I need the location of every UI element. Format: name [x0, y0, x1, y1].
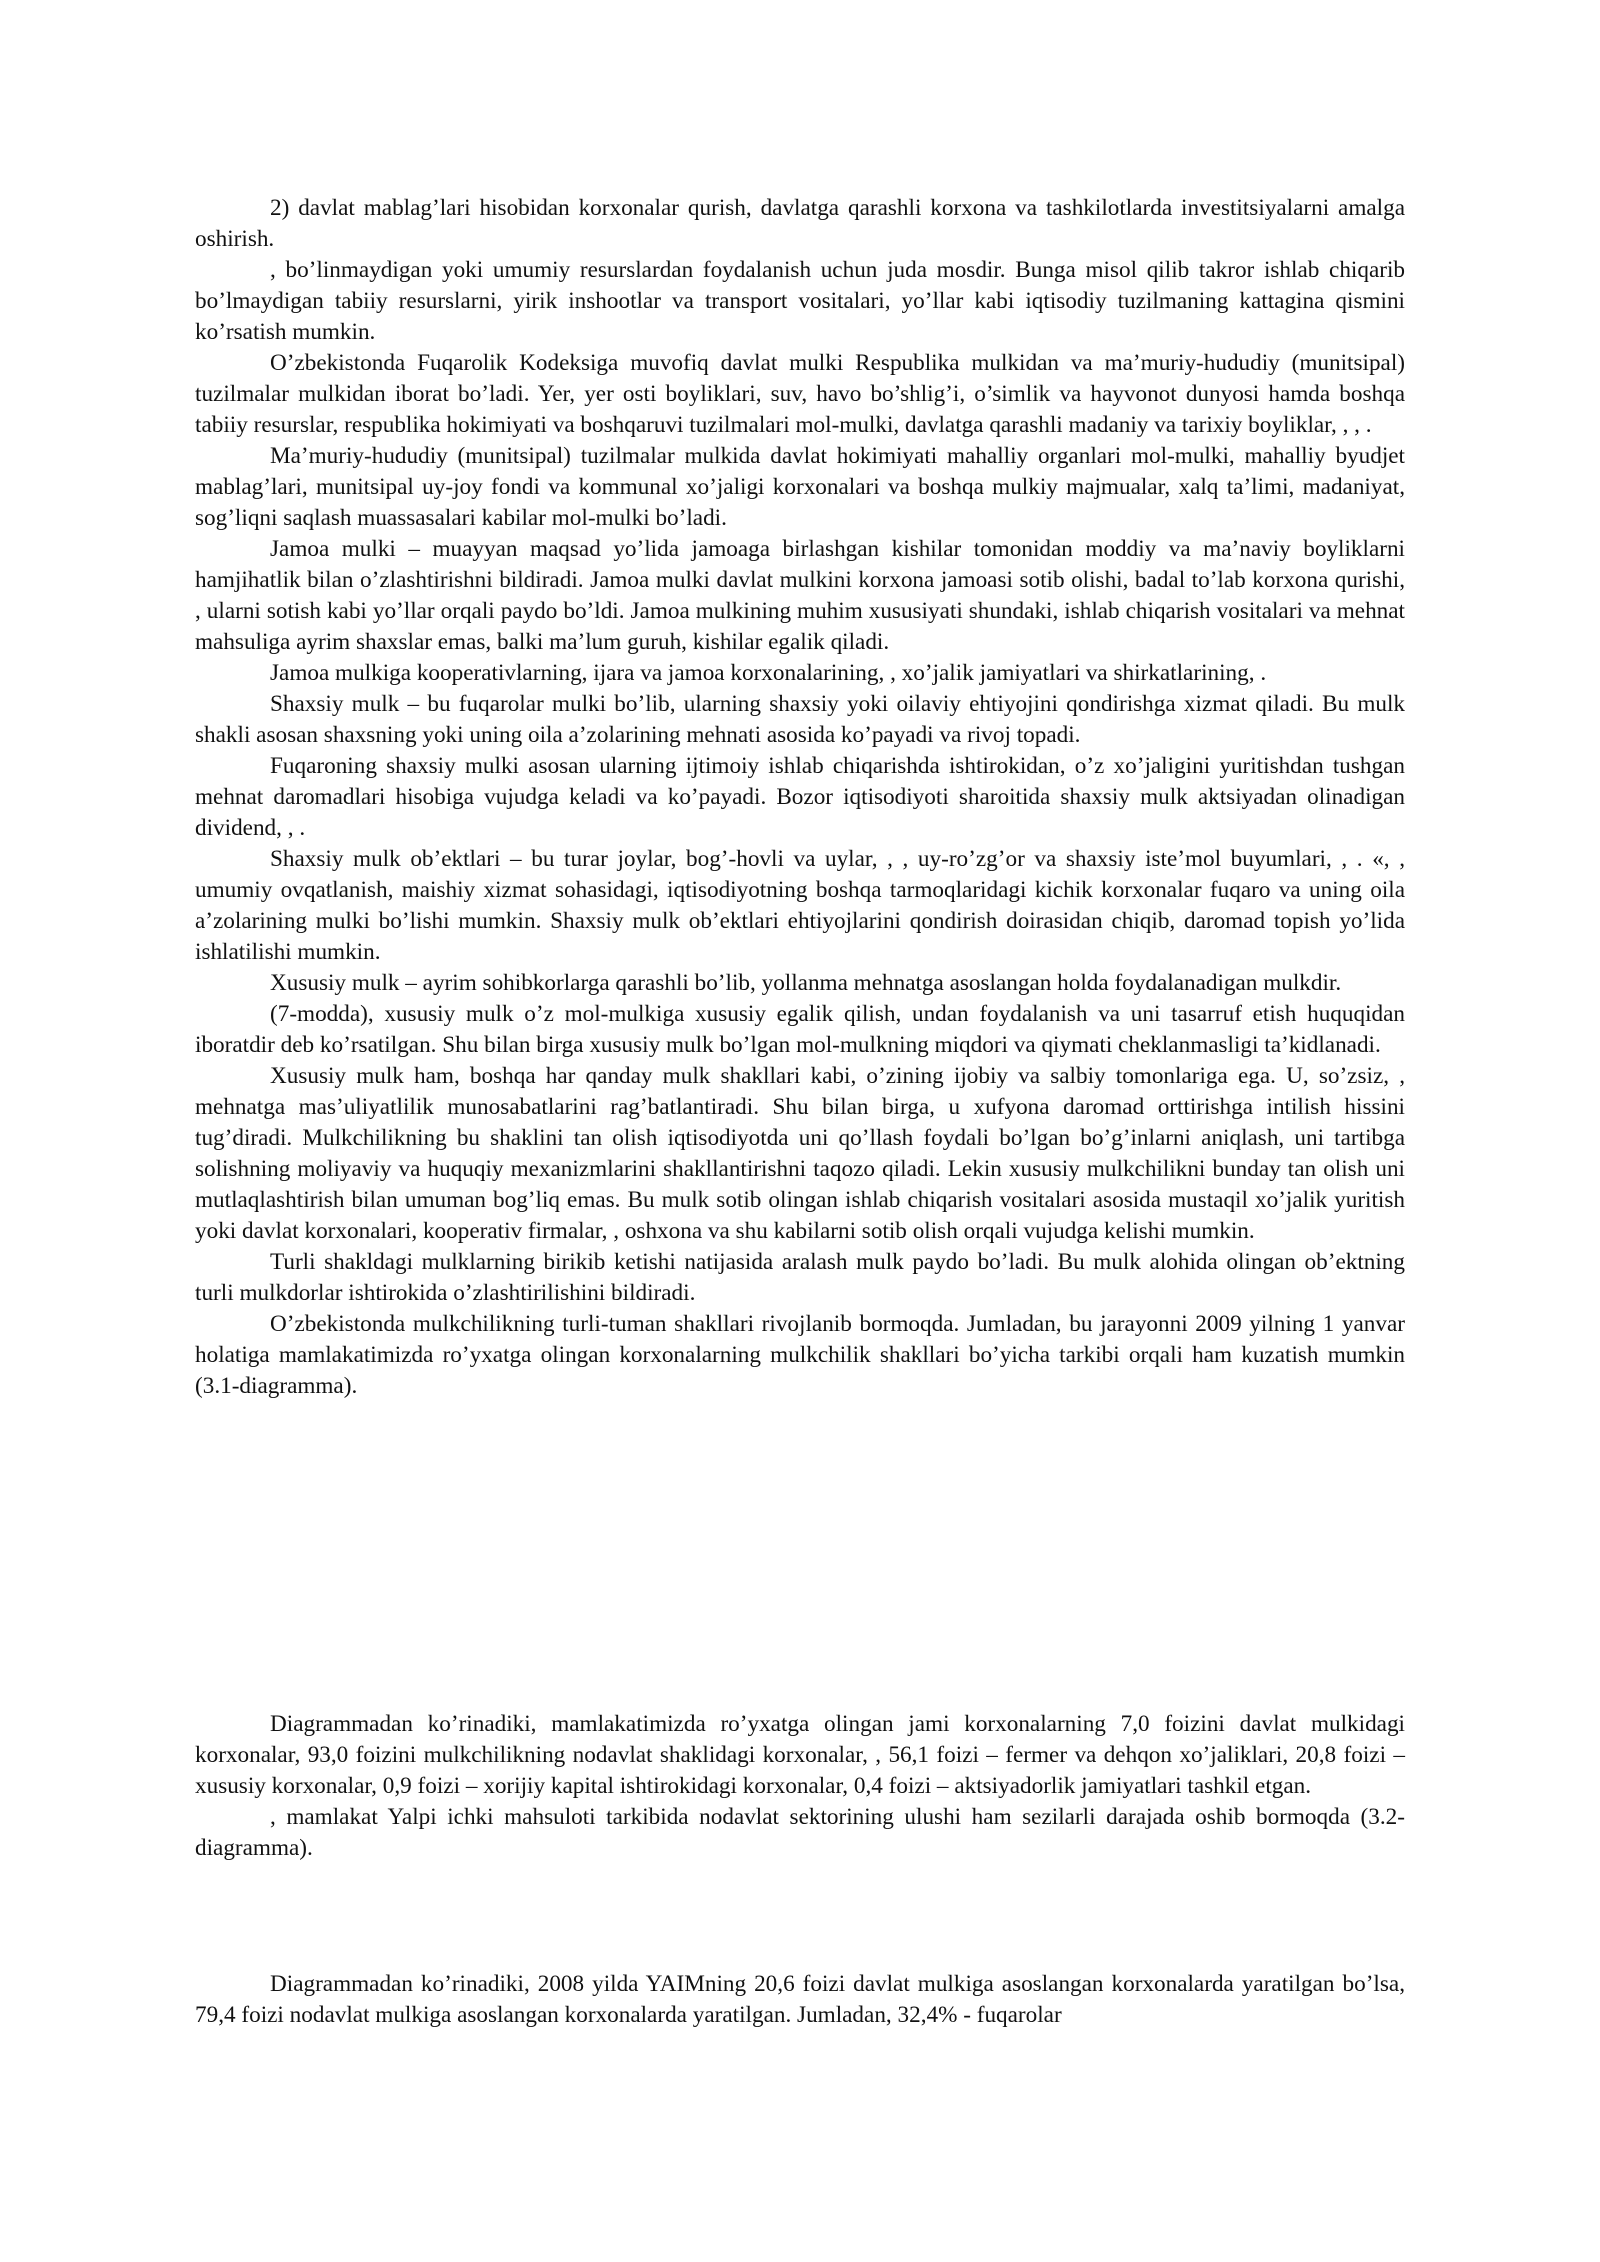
paragraph: O’zbekistonda Fuqarolik Kodeksiga muvofiq davlat mulki Respublika mulkidan va ma’muriy-hududiy (munitsipal) tuzilmalar mulkidan iborat bo’ladi. Yer, yer osti boyliklari, suv, havo bo’shlig’i, o’simlik va hayvonot dunyosi hamda boshqa tabiiy resurslar, respublika hokimiyati va boshqaruvi tuzilmalari mol-mulki, davlatga qarashli madaniy va tarixiy boyliklar, , , . [195, 350, 1405, 438]
paragraph: 2) davlat mablag’lari hisobidan korxonalar qurish, davlatga qarashli korxona va tashkilotlarda investitsiyalarni amalga oshirish. [195, 195, 1405, 252]
text-block-diagram-3-1-commentary [195, 1709, 1405, 1864]
text-block-diagram-3-2-commentary [195, 1969, 1405, 2031]
paragraph: O’zbekistonda mulkchilikning turli-tuman shakllari rivojlanib bormoqda. Jumladan, bu jarayonni 2009 yilning 1 yanvar holatiga mamlakatimizda ro’yxatga olingan korxonalarning mulkchilik shakllari bo’yicha tarkibi orqali ham kuzatish mumkin (3.1-diagramma). [195, 1311, 1405, 1399]
text-block-ownership-forms [195, 193, 1405, 1402]
paragraph: Shaxsiy mulk ob’ektlari – bu turar joylar, bog’-hovli va uylar, , , uy-ro’zg’or va shaxsiy iste’mol buyumlari, , . «, , umumiy ovqatlanish, maishiy xizmat sohasidagi, iqtisodiyotning boshqa tarmoqlaridagi kichik korxonalar fuqaro va uning oila a’zolarining mulki bo’lishi mumkin. Shaxsiy mulk ob’ektlari ehtiyojlarini qondirish doirasidan chiqib, daromad topish yo’lida ishlatilishi mumkin. [195, 846, 1405, 965]
paragraph: Jamoa mulkiga kooperativlarning, ijara va jamoa korxonalarining, , xo’jalik jamiyatlari va shirkatlarining, . [270, 660, 1267, 686]
paragraph: Jamoa mulki – muayyan maqsad yo’lida jamoaga birlashgan kishilar tomonidan moddiy va ma’naviy boyliklarni hamjihatlik bilan o’zlashtirishni bildiradi. Jamoa mulki davlat mulkini korxona jamoasi sotib olishi, badal to’lab korxona qurishi, , ularni sotish kabi yo’llar orqali paydo bo’ldi. Jamoa mulkining muhim xususiyati shundaki, ishlab chiqarish vositalari va mehnat mahsuliga ayrim shaxslar emas, balki ma’lum guruh, kishilar egalik qiladi. [195, 536, 1405, 655]
paragraph: , mamlakat Yalpi ichki mahsuloti tarkibida nodavlat sektorining ulushi ham sezilarli darajada oshib bormoqda (3.2-diagramma). [195, 1804, 1405, 1861]
paragraph: , bo’linmaydigan yoki umumiy resurslardan foydalanish uchun juda mosdir. Bunga misol qilib takror ishlab chiqarib bo’lmaydigan tabiiy resurslarni, yirik inshootlar va transport vositalari, yo’llar kabi iqtisodiy tuzilmaning kattagina qismini ko’rsatish mumkin. [195, 257, 1405, 345]
paragraph: Turli shakldagi mulklarning birikib ketishi natijasida aralash mulk paydo bo’ladi. Bu mulk alohida olingan ob’ektning turli mulkdorlar ishtirokida o’zlashtirilishini bildiradi. [195, 1249, 1405, 1306]
paragraph: Shaxsiy mulk – bu fuqarolar mulki bo’lib, ularning shaxsiy yoki oilaviy ehtiyojini qondirishga xizmat qiladi. Bu mulk shakli asosan shaxsning yoki uning oila a’zolarining mehnati asosida ko’payadi va rivoj topadi. [195, 691, 1405, 748]
paragraph: Xususiy mulk – ayrim sohibkorlarga qarashli bo’lib, yollanma mehnatga asoslangan holda foydalanadigan mulkdir. [270, 970, 1342, 996]
paragraph: Fuqaroning shaxsiy mulki asosan ularning ijtimoiy ishlab chiqarishda ishtirokidan, o’z xo’jaligini yuritishdan tushgan mehnat daromadlari hisobiga vujudga keladi va ko’payadi. Bozor iqtisodiyoti sharoitida shaxsiy mulk aktsiyadan olinadigan dividend, , . [195, 753, 1405, 841]
paragraph: Ma’muriy-hududiy (munitsipal) tuzilmalar mulkida davlat hokimiyati mahalliy organlari mol-mulki, mahalliy byudjet mablag’lari, munitsipal uy-joy fondi va kommunal xo’jaligi korxonalari va boshqa mulkiy majmualar, xalq ta’limi, madaniyat, sog’liqni saqlash muassasalari kabilar mol-mulki bo’ladi. [195, 443, 1405, 531]
paragraph: Xususiy mulk ham, boshqa har qanday mulk shakllari kabi, o’zining ijobiy va salbiy tomonlariga ega. U, so’zsiz, , mehnatga mas’uliyatlilik munosabatlarini rag’batlantiradi. Shu bilan birga, u xufyona daromad orttirishga intilish hissini tug’diradi. Mulkchilikning bu shaklini tan olish iqtisodiyotda uni qo’llash foydali bo’lgan bo’g’inlarni aniqlash, uni tartibga solishning moliyaviy va huquqiy mexanizmlarini shakllantirishni taqozo qiladi. Lekin xususiy mulkchilikni bunday tan olish uni mutlaqlashtirish bilan umuman bog’liq emas. Bu mulk sotib olingan ishlab chiqarish vositalari asosida mustaqil xo’jalik yuritish yoki davlat korxonalari, kooperativ firmalar, , oshxona va shu kabilarni sotib olish orqali vujudga kelishi mumkin. [195, 1063, 1405, 1244]
paragraph: (7-modda), xususiy mulk o’z mol-mulkiga xususiy egalik qilish, undan foydalanish va uni tasarruf etish huquqidan iboratdir deb ko’rsatilgan. Shu bilan birga xususiy mulk bo’lgan mol-mulkning miqdori va qiymati cheklanmasligi ta’kidlanadi. [195, 1001, 1405, 1058]
paragraph: Diagrammadan ko’rinadiki, 2008 yilda YAIMning 20,6 foizi davlat mulkiga asoslangan korxonalarda yaratilgan bo’lsa, 79,4 foizi nodavlat mulkiga asoslangan korxonalarda yaratilgan. Jumladan, 32,4% - fuqarolar [195, 1971, 1405, 2028]
paragraph: Diagrammadan ko’rinadiki, mamlakatimizda ro’yxatga olingan jami korxonalarning 7,0 foizini davlat mulkidagi korxonalar, 93,0 foizini mulkchilikning nodavlat shaklidagi korxonalar, , 56,1 foizi – fermer va dehqon xo’jaliklari, 20,8 foizi – xususiy korxonalar, 0,9 foizi – xorijiy kapital ishtirokidagi korxonalar, 0,4 foizi – aktsiyadorlik jamiyatlari tashkil etgan. [195, 1711, 1405, 1799]
